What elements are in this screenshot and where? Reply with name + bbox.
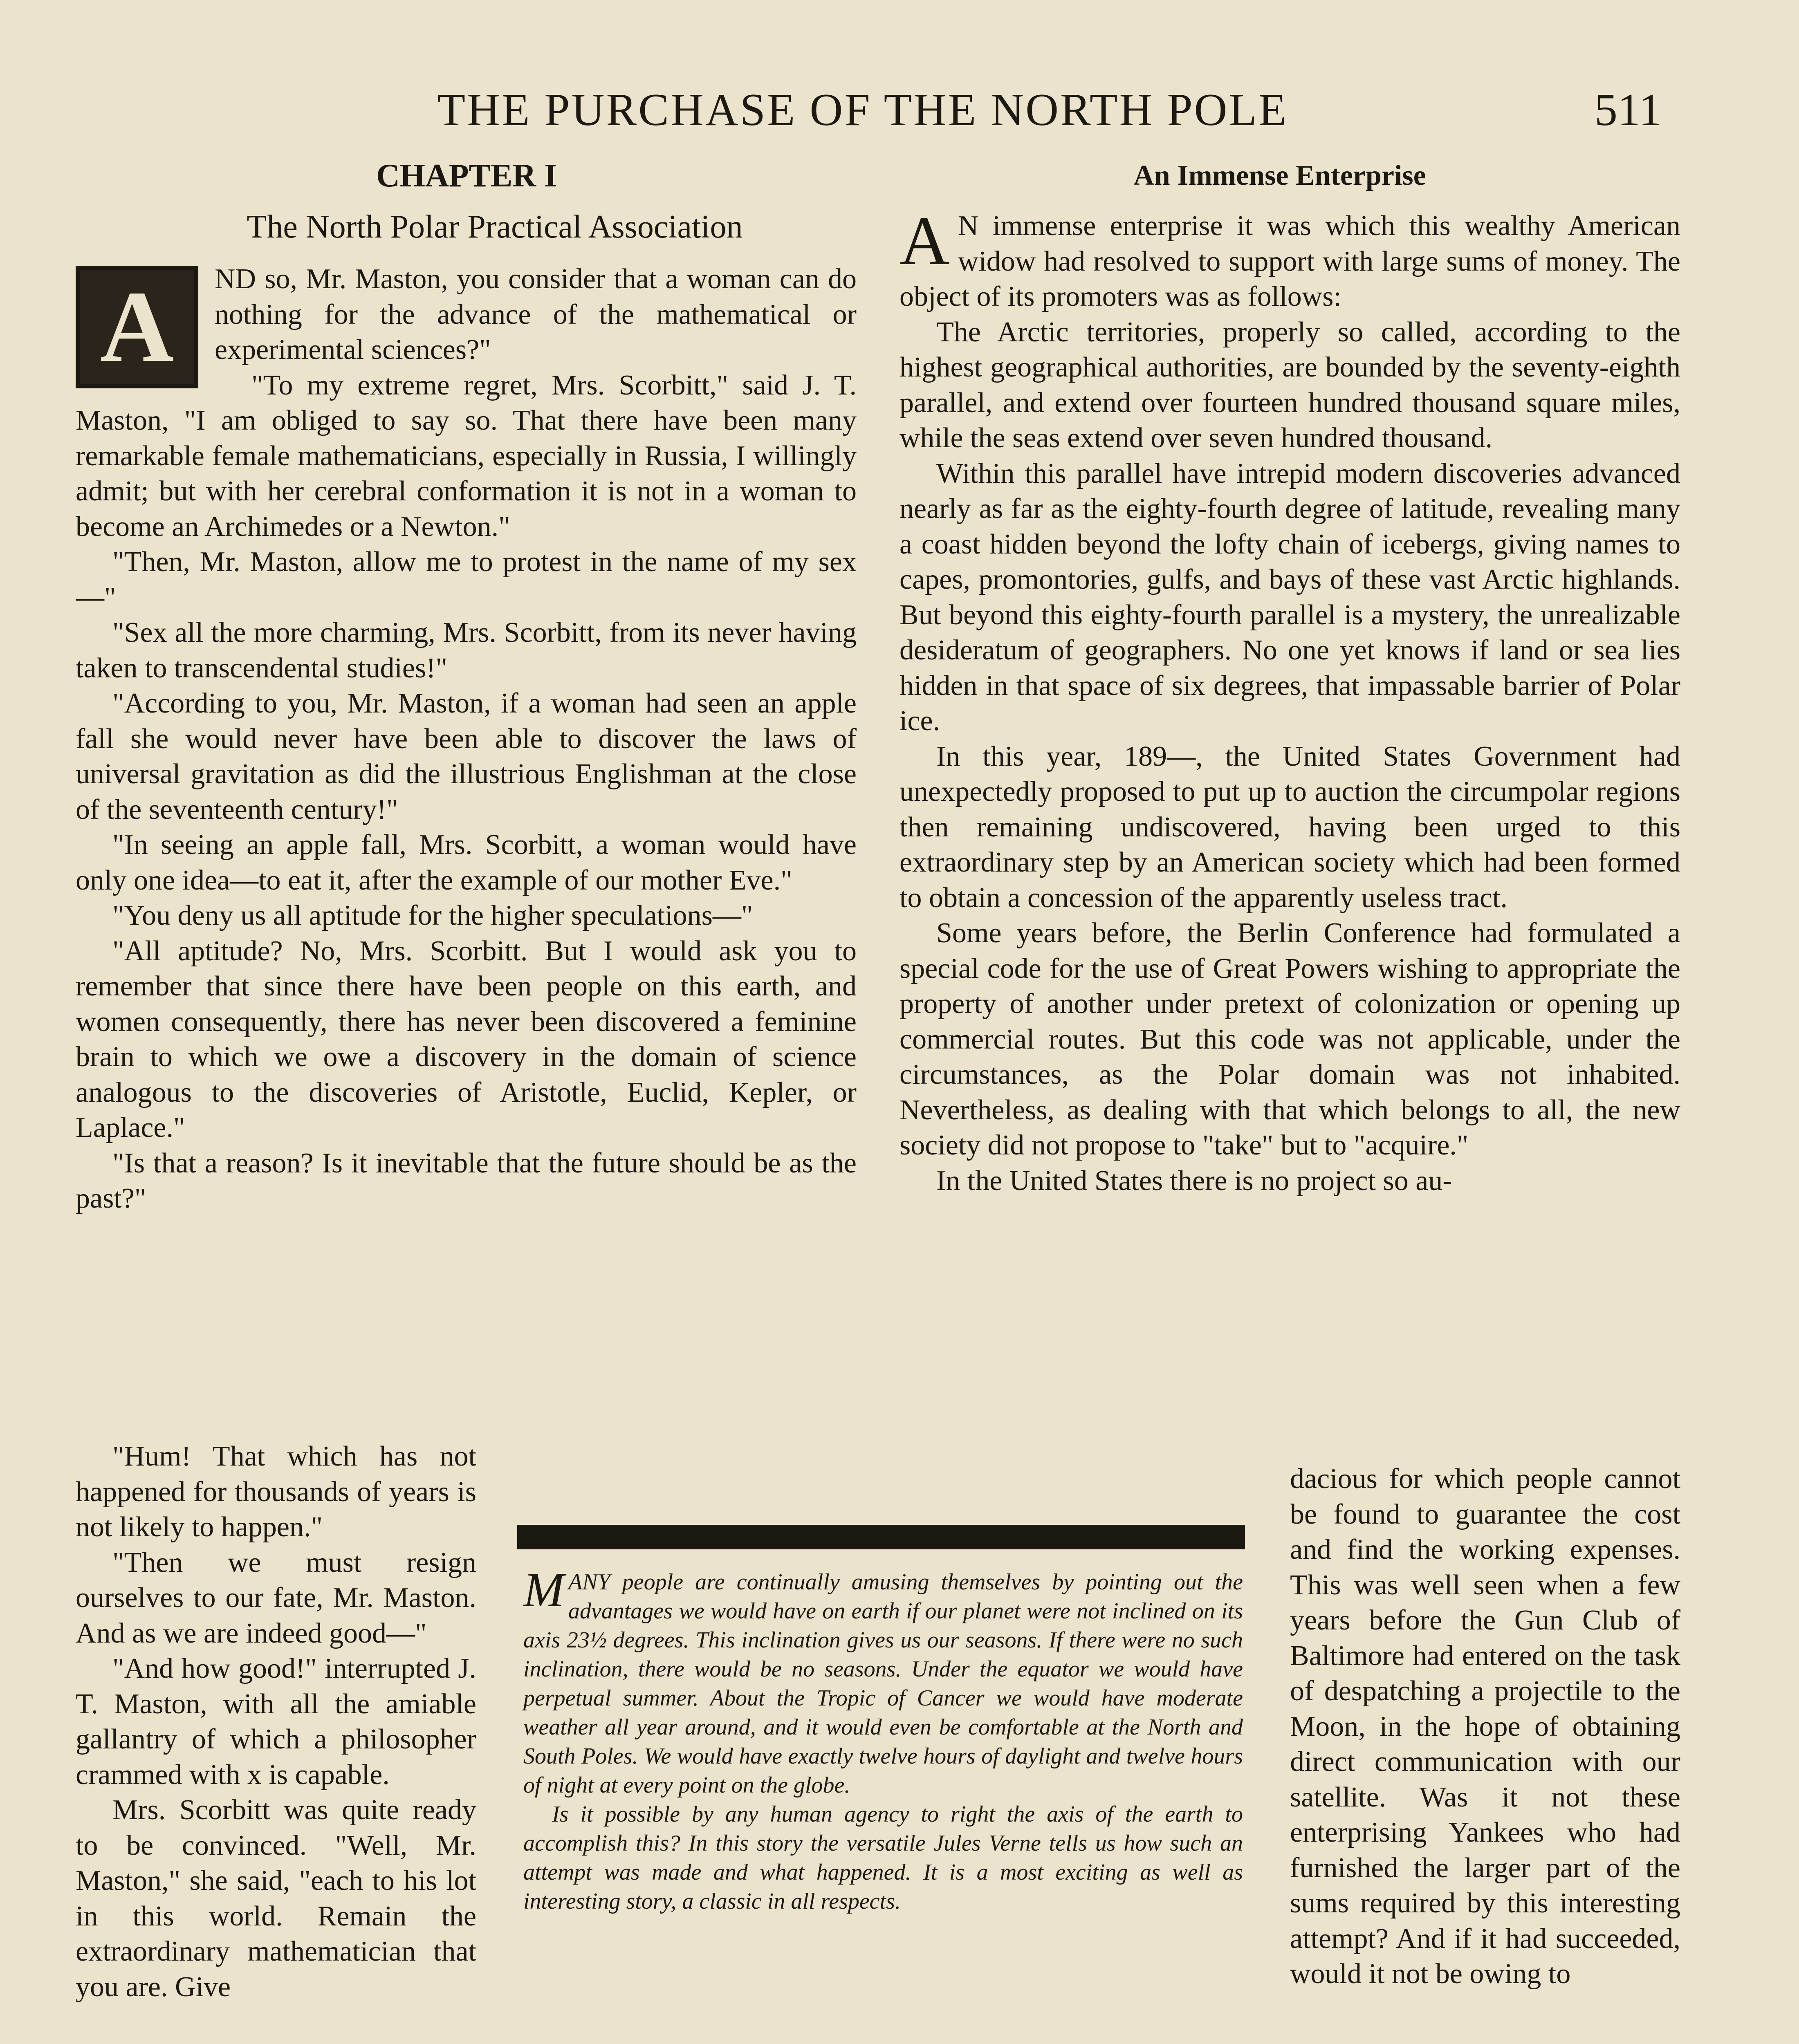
- right-column-narrow: [1290, 1461, 1680, 1992]
- paragraph: "Then we must resign ourselves to our fate, Mr. Maston. And as we are indeed good—": [76, 1546, 476, 1649]
- paragraph: "Then, Mr. Maston, allow me to protest in the name of my sex—": [76, 546, 857, 613]
- paragraph: dacious for which people cannot be found to guarantee the cost and find the working expenses. This was well seen when a few years before the Gun Club of Baltimore had entered on the task of despatching a projectile to the Moon, in the hope of obtaining direct communication with our satellite. Was it not these enterprising Yankees who had furnished the larger part of the sums required by this interesting attempt? And if it had succeeded, would it not be owing to: [1290, 1463, 1680, 1990]
- paragraph: "Sex all the more charming, Mrs. Scorbitt, from its never having taken to transcendental studies!": [76, 617, 857, 684]
- left-column-narrow: [76, 1439, 476, 2005]
- intro-paragraph: Is it possible by any human agency to right the axis of the earth to accomplish this? In this story the versatile Jules Verne tells us how such an attempt was made and what happened. It is a most exciting as well as interesting story, a classic in all respects.: [523, 1802, 1243, 1914]
- left-column: [76, 262, 857, 1472]
- paragraph: "All aptitude? No, Mrs. Scorbitt. But I would ask you to remember that since there have been people on this earth, and women consequently, there has never been discovered a feminine brain to which we owe a discovery in the domain of science analogous to the discoveries of Aristotle, Euclid, Kepler, or Laplace.": [76, 935, 857, 1143]
- paragraph: "And how good!" interrupted J. T. Maston, with all the amiable gallantry of which a philosopher crammed with x is capable.: [76, 1653, 476, 1791]
- paragraph: Mrs. Scorbitt was quite ready to be convinced. "Well, Mr. Maston," she said, "each to his lot in this world. Remain the extraordinary mathematician that you are. Give: [76, 1794, 476, 2003]
- large-initial: A: [900, 208, 950, 279]
- paragraph: "Is that a reason? Is it inevitable that the future should be as the past?": [76, 1147, 857, 1214]
- intro-initial: M: [523, 1562, 564, 1617]
- paragraph: The Arctic territories, properly so called, according to the highest geographical authorities, are bounded by the seventy-eighth parallel, and extend over fourteen hundred thousand square miles, while the seas extend over seven hundred thousand.: [900, 316, 1680, 454]
- paragraph: Within this parallel have intrepid modern discoveries advanced nearly as far as the eighty-fourth degree of latitude, revealing many a coast hidden beyond the lofty chain of icebergs, giving names to capes, promontories, gulfs, and bays of these vast Arctic highlands. But beyond this eighty-fourth parallel is a mystery, the unrealizable desideratum of geographers. No one yet knows if land or sea lies hidden in that space of six degrees, that impassable barrier of Polar ice.: [900, 457, 1680, 737]
- paragraph: "Hum! That which has not happened for thousands of years is not likely to happen.": [76, 1441, 476, 1543]
- paragraph: Some years before, the Berlin Conference had formulated a special code for the use of Great Powers wishing to appropriate the property of another under pretext of colonization or opening up commercial routes. But this code was not applicable, under the circumstances, as the Polar domain was not inhabited. Nevertheless, as dealing with that which belongs to all, the new society did not propose to "take" but to "acquire.": [900, 917, 1680, 1161]
- drop-cap-initial: A: [76, 266, 198, 388]
- page-number: 511: [1595, 85, 1662, 135]
- paragraph: A ND so, Mr. Maston, you consider that a woman can do nothing for the advance of the mathematical or experimental sciences?": [76, 262, 857, 368]
- paragraph: "In seeing an apple fall, Mrs. Scorbitt, a woman would have only one idea—to eat it, after the example of our mother Eve.": [76, 829, 857, 896]
- paragraph: "To my extreme regret, Mrs. Scorbitt," said J. T. Maston, "I am obliged to say so. That there have been many remarkable female mathematicians, especially in Russia, I willingly admit; but with her cerebral conformation it is not in a woman to become an Archimedes or a Newton.": [76, 369, 857, 542]
- paragraph: A N immense enterprise it was which this wealthy American widow had resolved to support with large sums of money. The object of its promoters was as follows:: [900, 208, 1680, 312]
- paragraph: In this year, 189—, the United States Government had unexpectedly proposed to put up to auction the circumpolar regions then remaining undiscovered, having been urged to this extraordinary step by an American society which had been formed to obtain a concession of the apparently useless tract.: [900, 740, 1680, 914]
- intro-paragraph: MANY people are continually amusing themselves by pointing out the advantages we would have on earth if our planet were not inclined on its axis 23½ degrees. This inclination gives us our seasons. If there were no such inclination, there would be no seasons. Under the equator we would have perpetual summer. About the Tropic of Cancer we would have moderate weather all year around, and it would even be comfortable at the North and South Poles. We would have exactly twelve hours of daylight and twelve hours of night at every point on the globe.: [523, 1562, 1243, 1798]
- intro-box: [523, 1562, 1243, 1916]
- paragraph: "You deny us all aptitude for the higher speculations—": [112, 900, 753, 931]
- intro-box-top-rule: [517, 1525, 1245, 1549]
- running-title: THE PURCHASE OF THE NORTH POLE: [437, 85, 1288, 135]
- section-heading: An Immense Enterprise: [1133, 160, 1426, 191]
- right-column: [900, 208, 1680, 1459]
- chapter-title: The North Polar Practical Association: [247, 209, 743, 245]
- paragraph: "According to you, Mr. Maston, if a woman had seen an apple fall she would never have been able to discover the laws of universal gravitation as did the illustrious Englishman at the close of the seventeenth century!": [76, 688, 857, 825]
- paragraph: In the United States there is no project so au-: [936, 1165, 1452, 1197]
- chapter-heading: CHAPTER I: [376, 158, 557, 194]
